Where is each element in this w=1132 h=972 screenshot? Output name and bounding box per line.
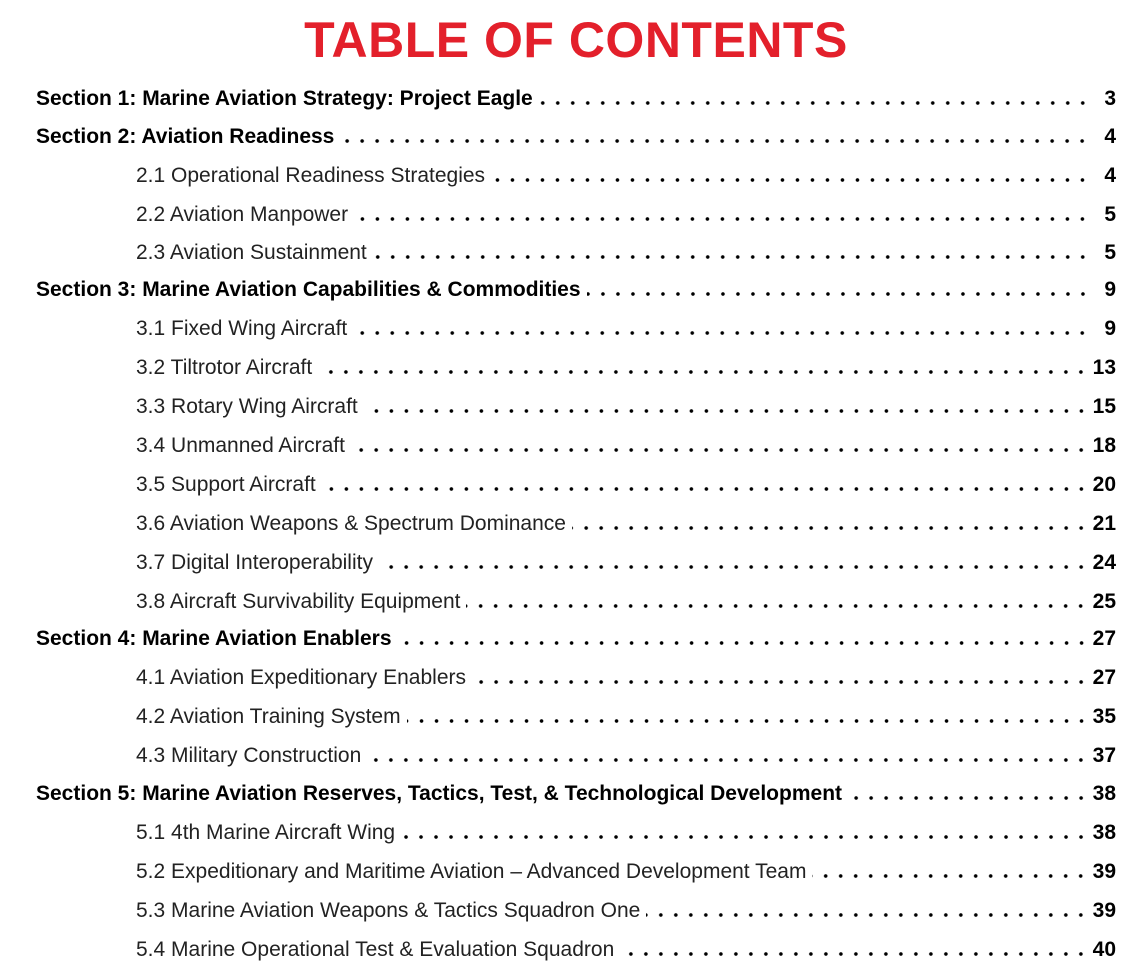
dot-leader xyxy=(354,217,1090,221)
toc-entry-section-4[interactable] xyxy=(36,622,1116,652)
toc-entry-label: Section 4: Marine Aviation Enablers xyxy=(36,627,392,650)
toc-entry-label: 3.5 Support Aircraft xyxy=(136,473,316,496)
dot-leader xyxy=(812,874,1088,878)
toc-page-number: 5 xyxy=(1104,241,1116,264)
dot-leader xyxy=(373,255,1090,259)
dot-leader xyxy=(466,604,1088,608)
toc-page-number: 27 xyxy=(1092,627,1116,650)
dot-leader xyxy=(587,292,1090,296)
toc-entry-label: 3.3 Rotary Wing Aircraft xyxy=(136,395,358,418)
toc-entry-4-3[interactable] xyxy=(136,739,1116,769)
toc-entry-label: 4.2 Aviation Training System xyxy=(136,705,401,728)
toc-entry-5-3[interactable] xyxy=(136,894,1116,924)
toc-entry-3-2[interactable] xyxy=(136,351,1116,381)
toc-page-number: 4 xyxy=(1104,164,1116,187)
toc-page-number: 9 xyxy=(1104,278,1116,301)
toc-page-number: 21 xyxy=(1092,512,1116,535)
toc-entry-label: 5.4 Marine Operational Test & Evaluation Squadron xyxy=(136,938,615,961)
toc-page-number: 39 xyxy=(1092,899,1116,922)
toc-page-number: 13 xyxy=(1092,356,1116,379)
toc-entry-3-3[interactable] xyxy=(136,390,1116,420)
toc-entry-5-2[interactable] xyxy=(136,855,1116,885)
toc-entry-2-3[interactable] xyxy=(136,236,1116,266)
toc-page-number: 24 xyxy=(1092,551,1116,574)
dot-leader xyxy=(401,835,1089,839)
toc-entry-section-5[interactable] xyxy=(36,777,1116,807)
toc-entry-4-1[interactable] xyxy=(136,661,1116,691)
toc-entry-label: 2.2 Aviation Manpower xyxy=(136,203,349,226)
dot-leader xyxy=(407,719,1089,723)
dot-leader xyxy=(620,952,1088,956)
toc-entry-2-1[interactable] xyxy=(136,159,1116,189)
toc-page-number: 3 xyxy=(1104,87,1116,110)
toc-entry-label: 3.7 Digital Interoperability xyxy=(136,551,373,574)
toc-page-number: 15 xyxy=(1092,395,1116,418)
toc-page-number: 39 xyxy=(1092,860,1116,883)
toc-entry-4-2[interactable] xyxy=(136,700,1116,730)
toc-entry-3-5[interactable] xyxy=(136,468,1116,498)
page-title: TABLE OF CONTENTS xyxy=(304,12,848,68)
toc-entry-label: 4.3 Military Construction xyxy=(136,744,362,767)
toc-entry-label: 3.8 Aircraft Survivability Equipment xyxy=(136,590,461,613)
toc-page-number: 38 xyxy=(1092,782,1116,805)
toc-entry-label: Section 2: Aviation Readiness xyxy=(36,125,335,148)
dot-leader xyxy=(398,641,1089,645)
toc-entry-label: 3.6 Aviation Weapons & Spectrum Dominance xyxy=(136,512,566,535)
toc-page-number: 27 xyxy=(1092,666,1116,689)
toc-entry-label: Section 5: Marine Aviation Reserves, Tactics, Test, & Technological Development xyxy=(36,782,843,805)
toc-page-number: 4 xyxy=(1104,125,1116,148)
toc-entry-section-3[interactable] xyxy=(36,273,1116,303)
toc-entry-3-1[interactable] xyxy=(136,312,1116,342)
dot-leader xyxy=(318,370,1088,374)
dot-leader xyxy=(491,178,1090,182)
toc-entry-label: 5.2 Expeditionary and Maritime Aviation – Advanced Development Team xyxy=(136,860,807,883)
toc-entry-5-4[interactable] xyxy=(136,933,1116,963)
toc-entry-section-1[interactable] xyxy=(36,82,1116,112)
toc-page-number: 18 xyxy=(1092,434,1116,457)
toc-entry-label: 3.4 Unmanned Aircraft xyxy=(136,434,345,457)
toc-entry-label: 2.1 Operational Readiness Strategies xyxy=(136,164,486,187)
dot-leader xyxy=(472,680,1089,684)
toc-entry-label: Section 3: Marine Aviation Capabilities & Commodities xyxy=(36,278,581,301)
toc-entry-3-6[interactable] xyxy=(136,507,1116,537)
toc-page-number: 20 xyxy=(1092,473,1116,496)
dot-leader xyxy=(367,758,1088,762)
dot-leader xyxy=(353,331,1090,335)
toc-entry-section-2[interactable] xyxy=(36,120,1116,150)
toc-page-number: 25 xyxy=(1092,590,1116,613)
toc-entry-label: 3.2 Tiltrotor Aircraft xyxy=(136,356,313,379)
dot-leader xyxy=(646,913,1088,917)
toc-entry-label: 2.3 Aviation Sustainment xyxy=(136,241,367,264)
dot-leader xyxy=(340,139,1090,143)
toc-page-number: 9 xyxy=(1104,317,1116,340)
dot-leader xyxy=(539,101,1090,105)
toc-entry-5-1[interactable] xyxy=(136,816,1116,846)
dot-leader xyxy=(572,526,1089,530)
toc-page-number: 38 xyxy=(1092,821,1116,844)
toc-page-number: 40 xyxy=(1092,938,1116,961)
dot-leader xyxy=(364,409,1089,413)
toc-entry-label: 5.1 4th Marine Aircraft Wing xyxy=(136,821,396,844)
toc-entry-label: Section 1: Marine Aviation Strategy: Project Eagle xyxy=(36,87,533,110)
toc-entry-3-4[interactable] xyxy=(136,429,1116,459)
dot-leader xyxy=(351,448,1089,452)
toc-entry-label: 3.1 Fixed Wing Aircraft xyxy=(136,317,348,340)
toc-entry-3-7[interactable] xyxy=(136,546,1116,576)
toc-entry-label: 5.3 Marine Aviation Weapons & Tactics Squadron One xyxy=(136,899,641,922)
toc-page-number: 35 xyxy=(1092,705,1116,728)
dot-leader xyxy=(379,565,1089,569)
toc-entry-label: 4.1 Aviation Expeditionary Enablers xyxy=(136,666,466,689)
toc-page-number: 5 xyxy=(1104,203,1116,226)
dot-leader xyxy=(848,796,1089,800)
toc-page-number: 37 xyxy=(1092,744,1116,767)
dot-leader xyxy=(322,487,1089,491)
toc-entry-3-8[interactable] xyxy=(136,585,1116,615)
toc-entry-2-2[interactable] xyxy=(136,198,1116,228)
